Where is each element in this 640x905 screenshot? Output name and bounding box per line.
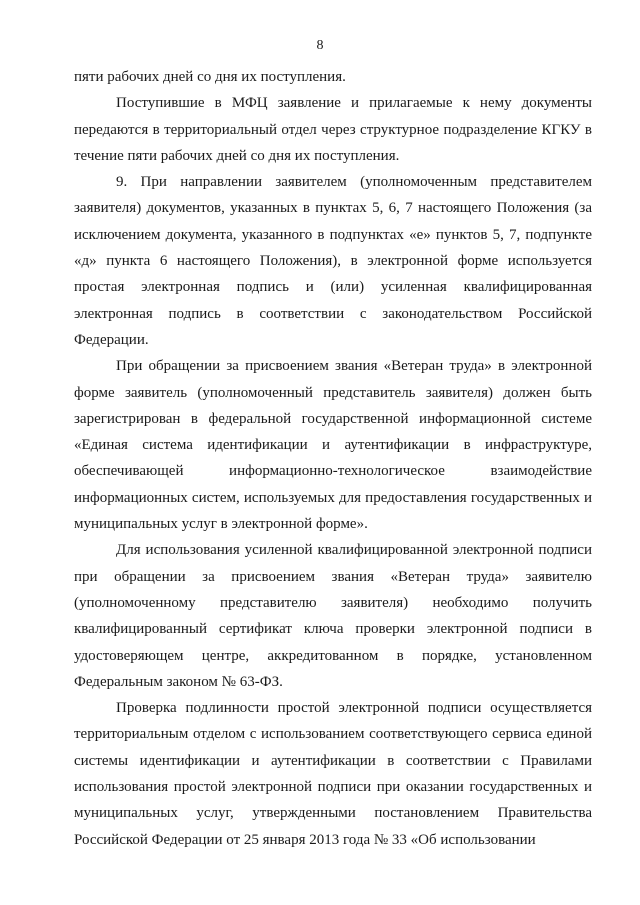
paragraph-registration: При обращении за присвоением звания «Ветеран труда» в электронной форме заявитель (уполномоченный представитель заявителя) должен быть зарегистрирован в федеральной государственной информационной системе «Единая система идентификации и аутентификации в инфраструктуре, обеспечивающей информационно-технологическое взаимодействие информационных систем, используемых для предоставления государственных и муниципальных услуг в электронной форме». (74, 358, 592, 533)
paragraph-signature-verification: Проверка подлинности простой электронной подписи осуществляется территориальным отделом с использованием соответствующего сервиса единой системы идентификации и аутентификации в соответствии с Правилами использования простой электронной подписи при оказании государственных и муниципальных услуг, утвержденными постановлением Правительства Российской Федерации от 25 января 2013 года № 33 «Об использовании (74, 700, 592, 848)
paragraph-continuation: пяти рабочих дней со дня их поступления. (74, 69, 346, 85)
page-number: 8 (316, 38, 324, 53)
paragraph-item-9: 9. При направлении заявителем (уполномоченным представителем заявителя) документов, указанных в пунктах 5, 6, 7 настоящего Положения (за исключением документа, указанного в подпунктах «е» пунктов 5, 7, подпункте «д» пункта 6 настоящего Положения), в электронной форме используется простая электронная подпись и (или) усиленная квалифицированная электронная подпись в соответствии с законодательством Российской Федерации. (74, 174, 592, 348)
document-body (74, 64, 592, 853)
paragraph-mfc-transfer: Поступившие в МФЦ заявление и прилагаемые к нему документы передаются в территориальный отдел через структурное подразделение КГКУ в течение пяти рабочих дней со дня их поступления. (74, 95, 592, 164)
paragraph-qualified-signature: Для использования усиленной квалифицированной электронной подписи при обращении за присвоением звания «Ветеран труда» заявителю (уполномоченному представителю заявителя) необходимо получить квалифицированный сертификат ключа проверки электронной подписи в удостоверяющем центре, аккредитованном в порядке, установленном Федеральным законом № 63-ФЗ. (74, 542, 592, 690)
